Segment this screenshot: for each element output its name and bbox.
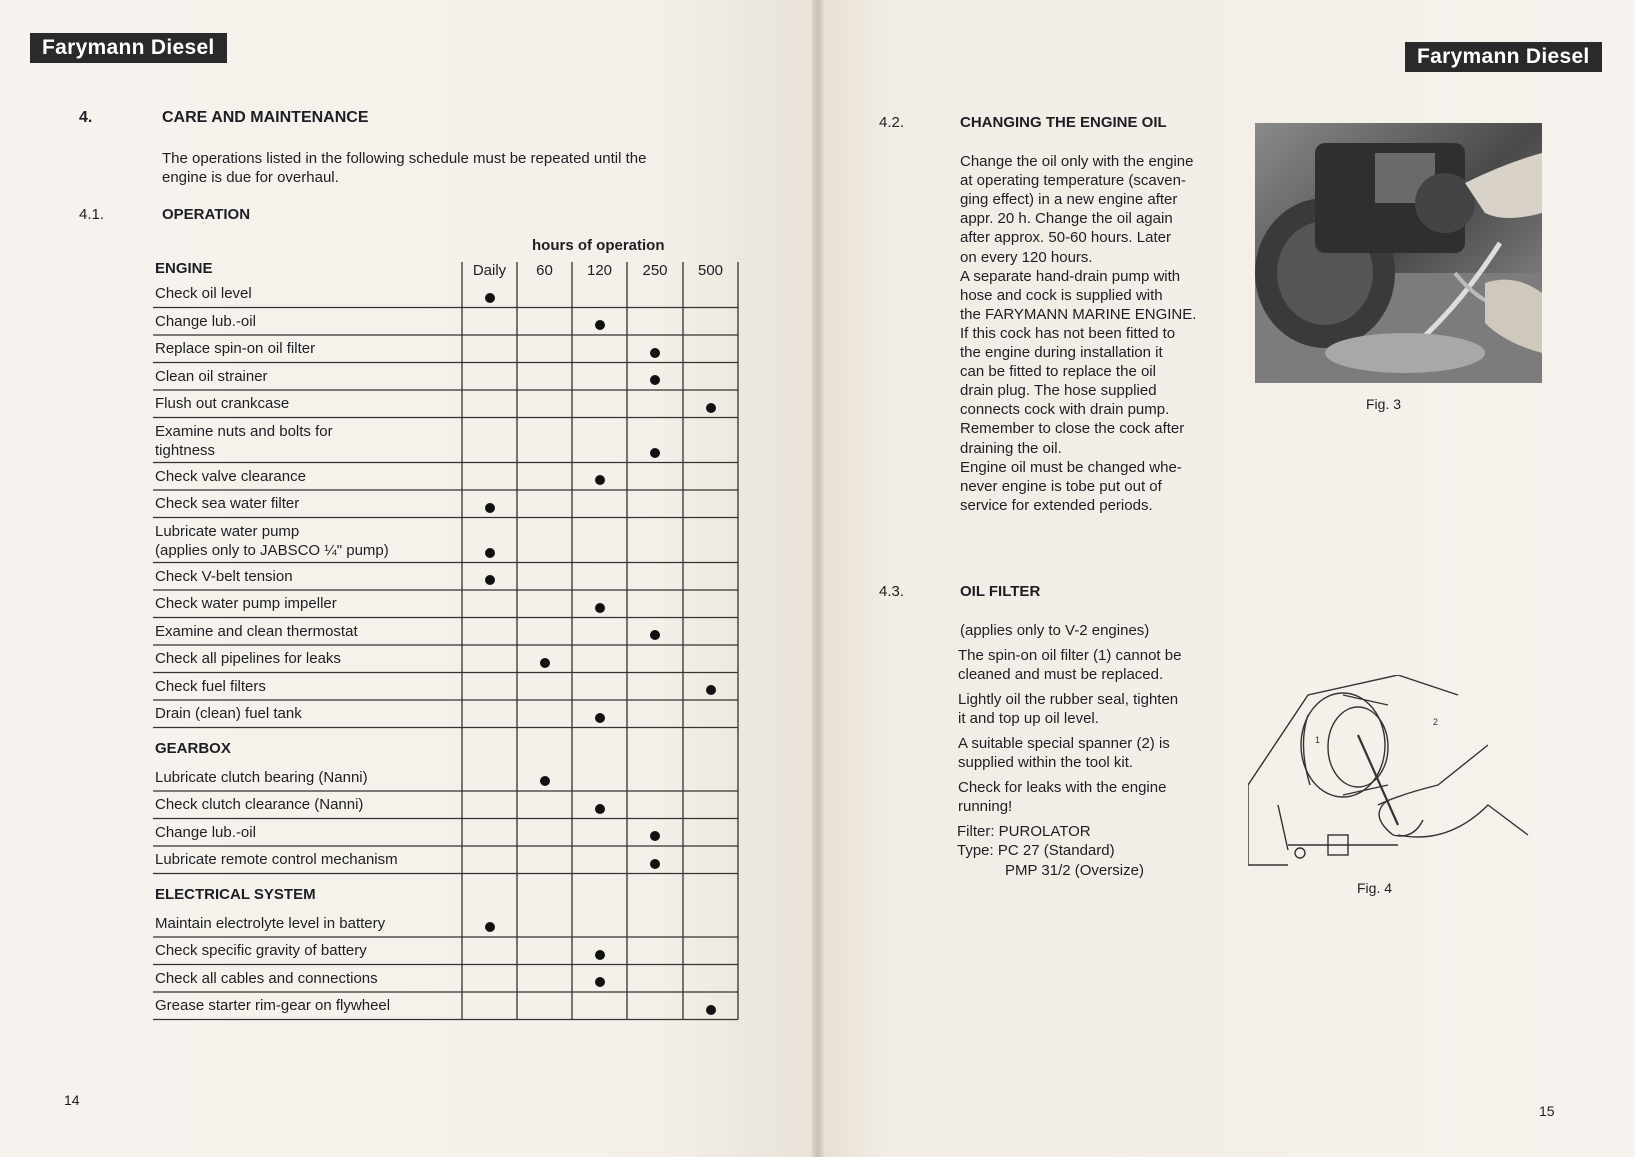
task-label: Change lub.-oil xyxy=(155,312,256,330)
section-number: 4. xyxy=(79,109,93,126)
task-row xyxy=(155,422,333,460)
oil-change-text-line: appr. 20 h. Change the oil again xyxy=(960,210,1173,228)
task-row xyxy=(155,312,256,331)
task-label: Flush out crankcase xyxy=(155,395,290,412)
task-row xyxy=(155,768,368,787)
schedule-dot xyxy=(650,859,660,869)
task-label: Replace spin-on oil filter xyxy=(155,340,316,357)
task-row xyxy=(155,494,299,513)
filter-type-oversize: PMP 31/2 (Oversize) xyxy=(1005,862,1144,879)
schedule-dot xyxy=(595,320,605,330)
column-header-120: 120 xyxy=(586,262,613,279)
task-row xyxy=(155,823,256,842)
schedule-dot xyxy=(595,713,605,723)
subsection-number: 4.1. xyxy=(79,206,105,223)
task-label: Check specific gravity of battery xyxy=(155,942,367,959)
task-row xyxy=(155,594,337,613)
task-row xyxy=(155,996,390,1015)
schedule-dot xyxy=(485,922,495,932)
schedule-dot xyxy=(485,548,495,558)
figure-4-caption: Fig. 4 xyxy=(1357,880,1393,896)
oil-change-text-line: at operating temperature (scaven- xyxy=(960,172,1186,190)
intro-line-2: engine is due for overhaul. xyxy=(162,169,339,186)
task-label: Check all pipelines for leaks xyxy=(155,650,341,667)
task-label: tightness xyxy=(155,441,216,459)
task-row xyxy=(155,367,268,386)
column-header-250: 250 xyxy=(642,262,668,279)
schedule-dot xyxy=(595,603,605,613)
oil-change-text-line: the engine during installation it xyxy=(960,344,1163,361)
schedule-dot xyxy=(540,658,550,668)
page-number-left: 14 xyxy=(64,1092,80,1108)
schedule-dot xyxy=(595,475,605,485)
oil-change-text-line: never engine is tobe put out of xyxy=(960,477,1162,495)
oil-change-text-line: draining the oil. xyxy=(960,439,1062,457)
task-label: Check sea water filter xyxy=(155,495,300,512)
column-header-500: 500 xyxy=(697,262,724,279)
schedule-dot xyxy=(485,503,495,513)
task-row xyxy=(155,567,293,586)
task-row xyxy=(155,467,306,486)
task-row xyxy=(155,795,363,814)
subsection-title: OPERATION xyxy=(162,206,251,223)
task-label: Check water pump impeller xyxy=(155,595,337,612)
column-header-60: 60 xyxy=(536,262,553,279)
task-label: Lubricate remote control mechanism xyxy=(155,851,398,868)
oil-change-text-line: hose and cock is supplied with xyxy=(960,286,1163,304)
oil-filter-p3-line2: it and top up oil level. xyxy=(958,710,1099,727)
hours-header: hours of operation xyxy=(532,237,665,254)
task-label: Grease starter rim-gear on flywheel xyxy=(155,997,391,1014)
task-row xyxy=(155,677,266,696)
task-row xyxy=(155,704,302,723)
oil-change-text-line: can be fitted to replace the oil xyxy=(960,363,1156,381)
schedule-dot xyxy=(650,375,660,385)
task-label: Maintain electrolyte level in battery xyxy=(155,914,386,932)
task-label: Examine and clean thermostat xyxy=(155,622,358,640)
section-4-2-title: CHANGING THE ENGINE OIL xyxy=(960,114,1167,131)
oil-change-text-line: drain plug. The hose supplied xyxy=(960,382,1157,400)
schedule-dot xyxy=(485,293,495,303)
task-label: Examine nuts and bolts for xyxy=(155,422,333,440)
figure-3-caption: Fig. 3 xyxy=(1366,396,1402,412)
task-label: Check valve clearance xyxy=(155,467,306,485)
task-label: Lubricate water pump xyxy=(155,522,300,540)
task-label: Drain (clean) fuel tank xyxy=(155,705,302,722)
oil-change-text-line: after approx. 50-60 hours. Later xyxy=(960,229,1171,247)
task-label: Lubricate clutch bearing (Nanni) xyxy=(155,768,368,786)
oil-change-text-line: connects cock with drain pump. xyxy=(960,401,1170,419)
task-row xyxy=(155,969,378,988)
oil-change-text-line: Remember to close the cock after xyxy=(960,420,1185,438)
fig4-label-1: 1 xyxy=(1315,735,1321,745)
oil-filter-p2-line2: cleaned and must be replaced. xyxy=(958,666,1164,683)
oil-change-text-line: Engine oil must be changed whe- xyxy=(960,458,1182,476)
oil-filter-p5-line2: running! xyxy=(958,798,1013,815)
fig4-label-2: 2 xyxy=(1433,717,1439,727)
brand-logo-left: Farymann Diesel xyxy=(30,33,227,63)
schedule-dot xyxy=(706,685,716,695)
group-title-engine: ENGINE xyxy=(155,260,213,277)
schedule-dot xyxy=(650,831,660,841)
task-row xyxy=(155,394,289,413)
oil-filter-p3-line1: Lightly oil the rubber seal, tighten xyxy=(958,691,1179,708)
section-title: CARE AND MAINTENANCE xyxy=(162,109,369,126)
task-label: Change lub.-oil xyxy=(155,823,256,841)
section-4-3-number: 4.3. xyxy=(879,583,905,600)
oil-filter-p5-line1: Check for leaks with the engine xyxy=(958,779,1167,796)
task-row xyxy=(155,284,252,303)
task-row xyxy=(155,522,389,560)
column-header-daily: Daily xyxy=(472,262,507,279)
engine-photo-drawing xyxy=(1255,123,1542,383)
oil-change-text-line: ging effect) in a new engine after xyxy=(960,191,1178,209)
page-number-right: 15 xyxy=(1539,1103,1555,1119)
schedule-dot xyxy=(540,776,550,786)
oil-filter-applies: (applies only to V-2 engines) xyxy=(960,622,1150,639)
task-row xyxy=(155,649,341,668)
group-title-electrical-system: ELECTRICAL SYSTEM xyxy=(155,885,316,903)
oil-change-text-line: Change the oil only with the engine xyxy=(960,153,1194,170)
oil-change-text-line: service for extended periods. xyxy=(960,496,1153,514)
schedule-dot xyxy=(650,448,660,458)
task-label: Clean oil strainer xyxy=(155,367,268,385)
filter-type-standard: Type: PC 27 (Standard) xyxy=(957,842,1115,859)
task-label: Check all cables and connections xyxy=(155,969,378,987)
task-label: (applies only to JABSCO ¼" pump) xyxy=(155,541,389,559)
schedule-dot xyxy=(595,804,605,814)
schedule-dot xyxy=(595,950,605,960)
schedule-dot xyxy=(706,403,716,413)
schedule-dot xyxy=(650,630,660,640)
section-4-2-number: 4.2. xyxy=(879,114,905,131)
schedule-dot xyxy=(485,575,495,585)
group-title-gearbox: GEARBOX xyxy=(155,739,231,757)
task-label: Check fuel filters xyxy=(155,677,266,695)
oil-filter-p2-line1: The spin-on oil filter (1) cannot be xyxy=(958,647,1182,664)
engine-photo-fig3 xyxy=(1255,123,1542,383)
task-label: Check V-belt tension xyxy=(155,567,293,585)
section-4-3-title: OIL FILTER xyxy=(960,583,1041,600)
task-row xyxy=(155,339,315,358)
oil-change-text-line: A separate hand-drain pump with xyxy=(960,267,1181,285)
task-row xyxy=(155,941,367,960)
oil-change-text-line: the FARYMANN MARINE ENGINE. xyxy=(960,305,1197,323)
task-row xyxy=(155,622,358,641)
oil-change-text-line: If this cock has not been fitted to xyxy=(960,324,1176,342)
oil-filter-p4-line2: supplied within the tool kit. xyxy=(958,754,1134,771)
filter-brand: Filter: PUROLATOR xyxy=(957,823,1091,840)
task-label: Check clutch clearance (Nanni) xyxy=(155,796,364,813)
schedule-dot xyxy=(650,348,660,358)
oil-change-text-line: on every 120 hours. xyxy=(960,248,1093,266)
oil-filter-drawing-fig4 xyxy=(1248,675,1548,875)
task-row xyxy=(155,914,385,933)
intro-line-1: The operations listed in the following schedule must be repeated until the xyxy=(162,150,647,167)
schedule-dot xyxy=(706,1005,716,1015)
task-row xyxy=(155,850,398,869)
oil-filter-p4-line1: A suitable special spanner (2) is xyxy=(958,735,1170,752)
task-label: Check oil level xyxy=(155,285,252,302)
brand-logo-right: Farymann Diesel xyxy=(1405,42,1602,72)
schedule-dot xyxy=(595,977,605,987)
